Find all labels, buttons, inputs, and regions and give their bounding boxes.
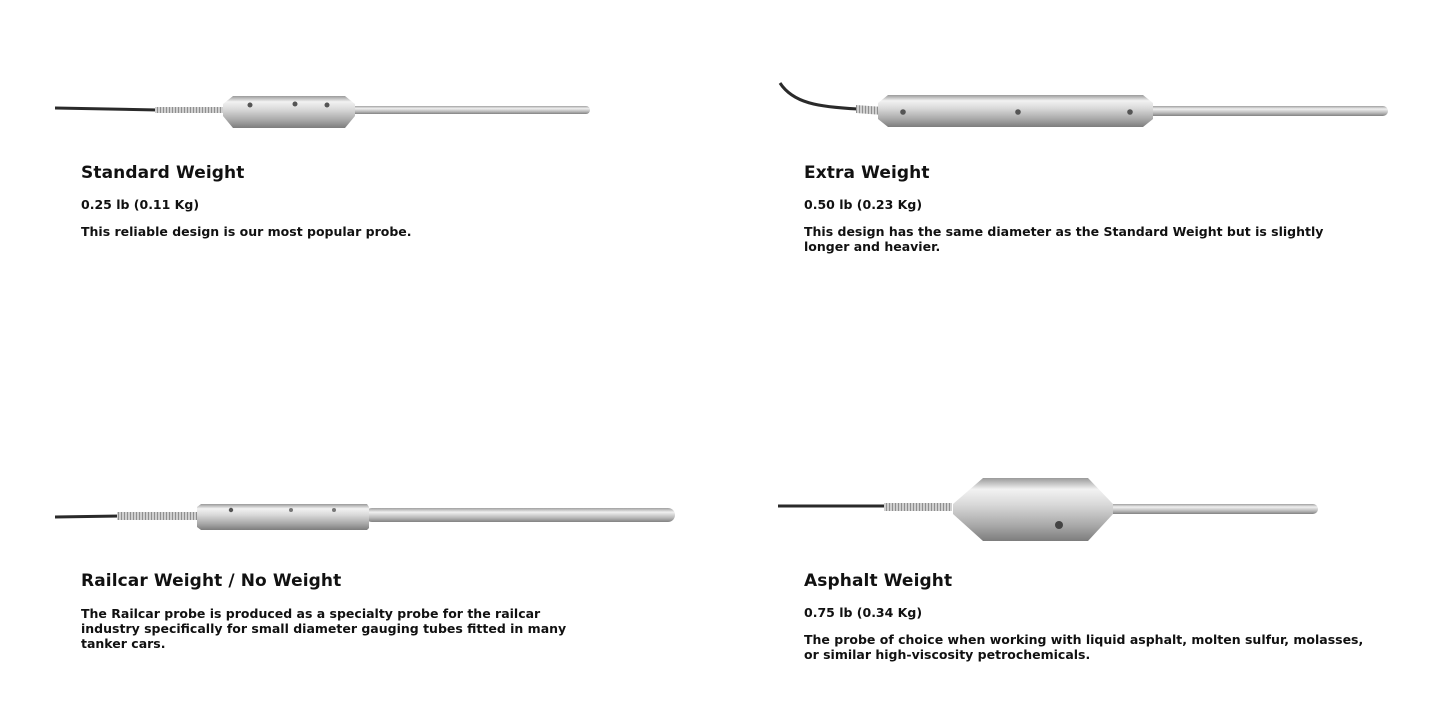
product-title: Extra Weight	[804, 163, 930, 183]
product-card-railcar-weight	[81, 571, 601, 651]
railcar-probe-image	[55, 495, 680, 540]
product-description: The Railcar probe is produced as a specialty probe for the railcar industry specifically for small diameter gauging tubes fitted in many tanker cars.	[81, 606, 567, 651]
product-card-standard-weight	[81, 163, 681, 239]
product-card-extra-weight	[804, 163, 1364, 254]
product-title: Railcar Weight / No Weight	[81, 571, 342, 591]
standard-weight-probe-image	[55, 90, 595, 135]
product-card-asphalt-weight	[804, 571, 1364, 662]
product-title: Asphalt Weight	[804, 571, 953, 591]
product-description: This reliable design is our most popular probe.	[81, 224, 412, 239]
product-description: The probe of choice when working with liquid asphalt, molten sulfur, molasses, or similar high-viscosity petrochemicals.	[804, 632, 1364, 662]
product-weight: 0.75 lb (0.34 Kg)	[804, 605, 923, 620]
asphalt-weight-probe-image	[778, 470, 1323, 550]
product-title: Standard Weight	[81, 163, 245, 183]
product-weight: 0.50 lb (0.23 Kg)	[804, 197, 923, 212]
product-description: This design has the same diameter as the Standard Weight but is slightly longer and heavier.	[804, 224, 1324, 254]
extra-weight-probe-image	[778, 75, 1393, 135]
product-weight: 0.25 lb (0.11 Kg)	[81, 197, 200, 212]
